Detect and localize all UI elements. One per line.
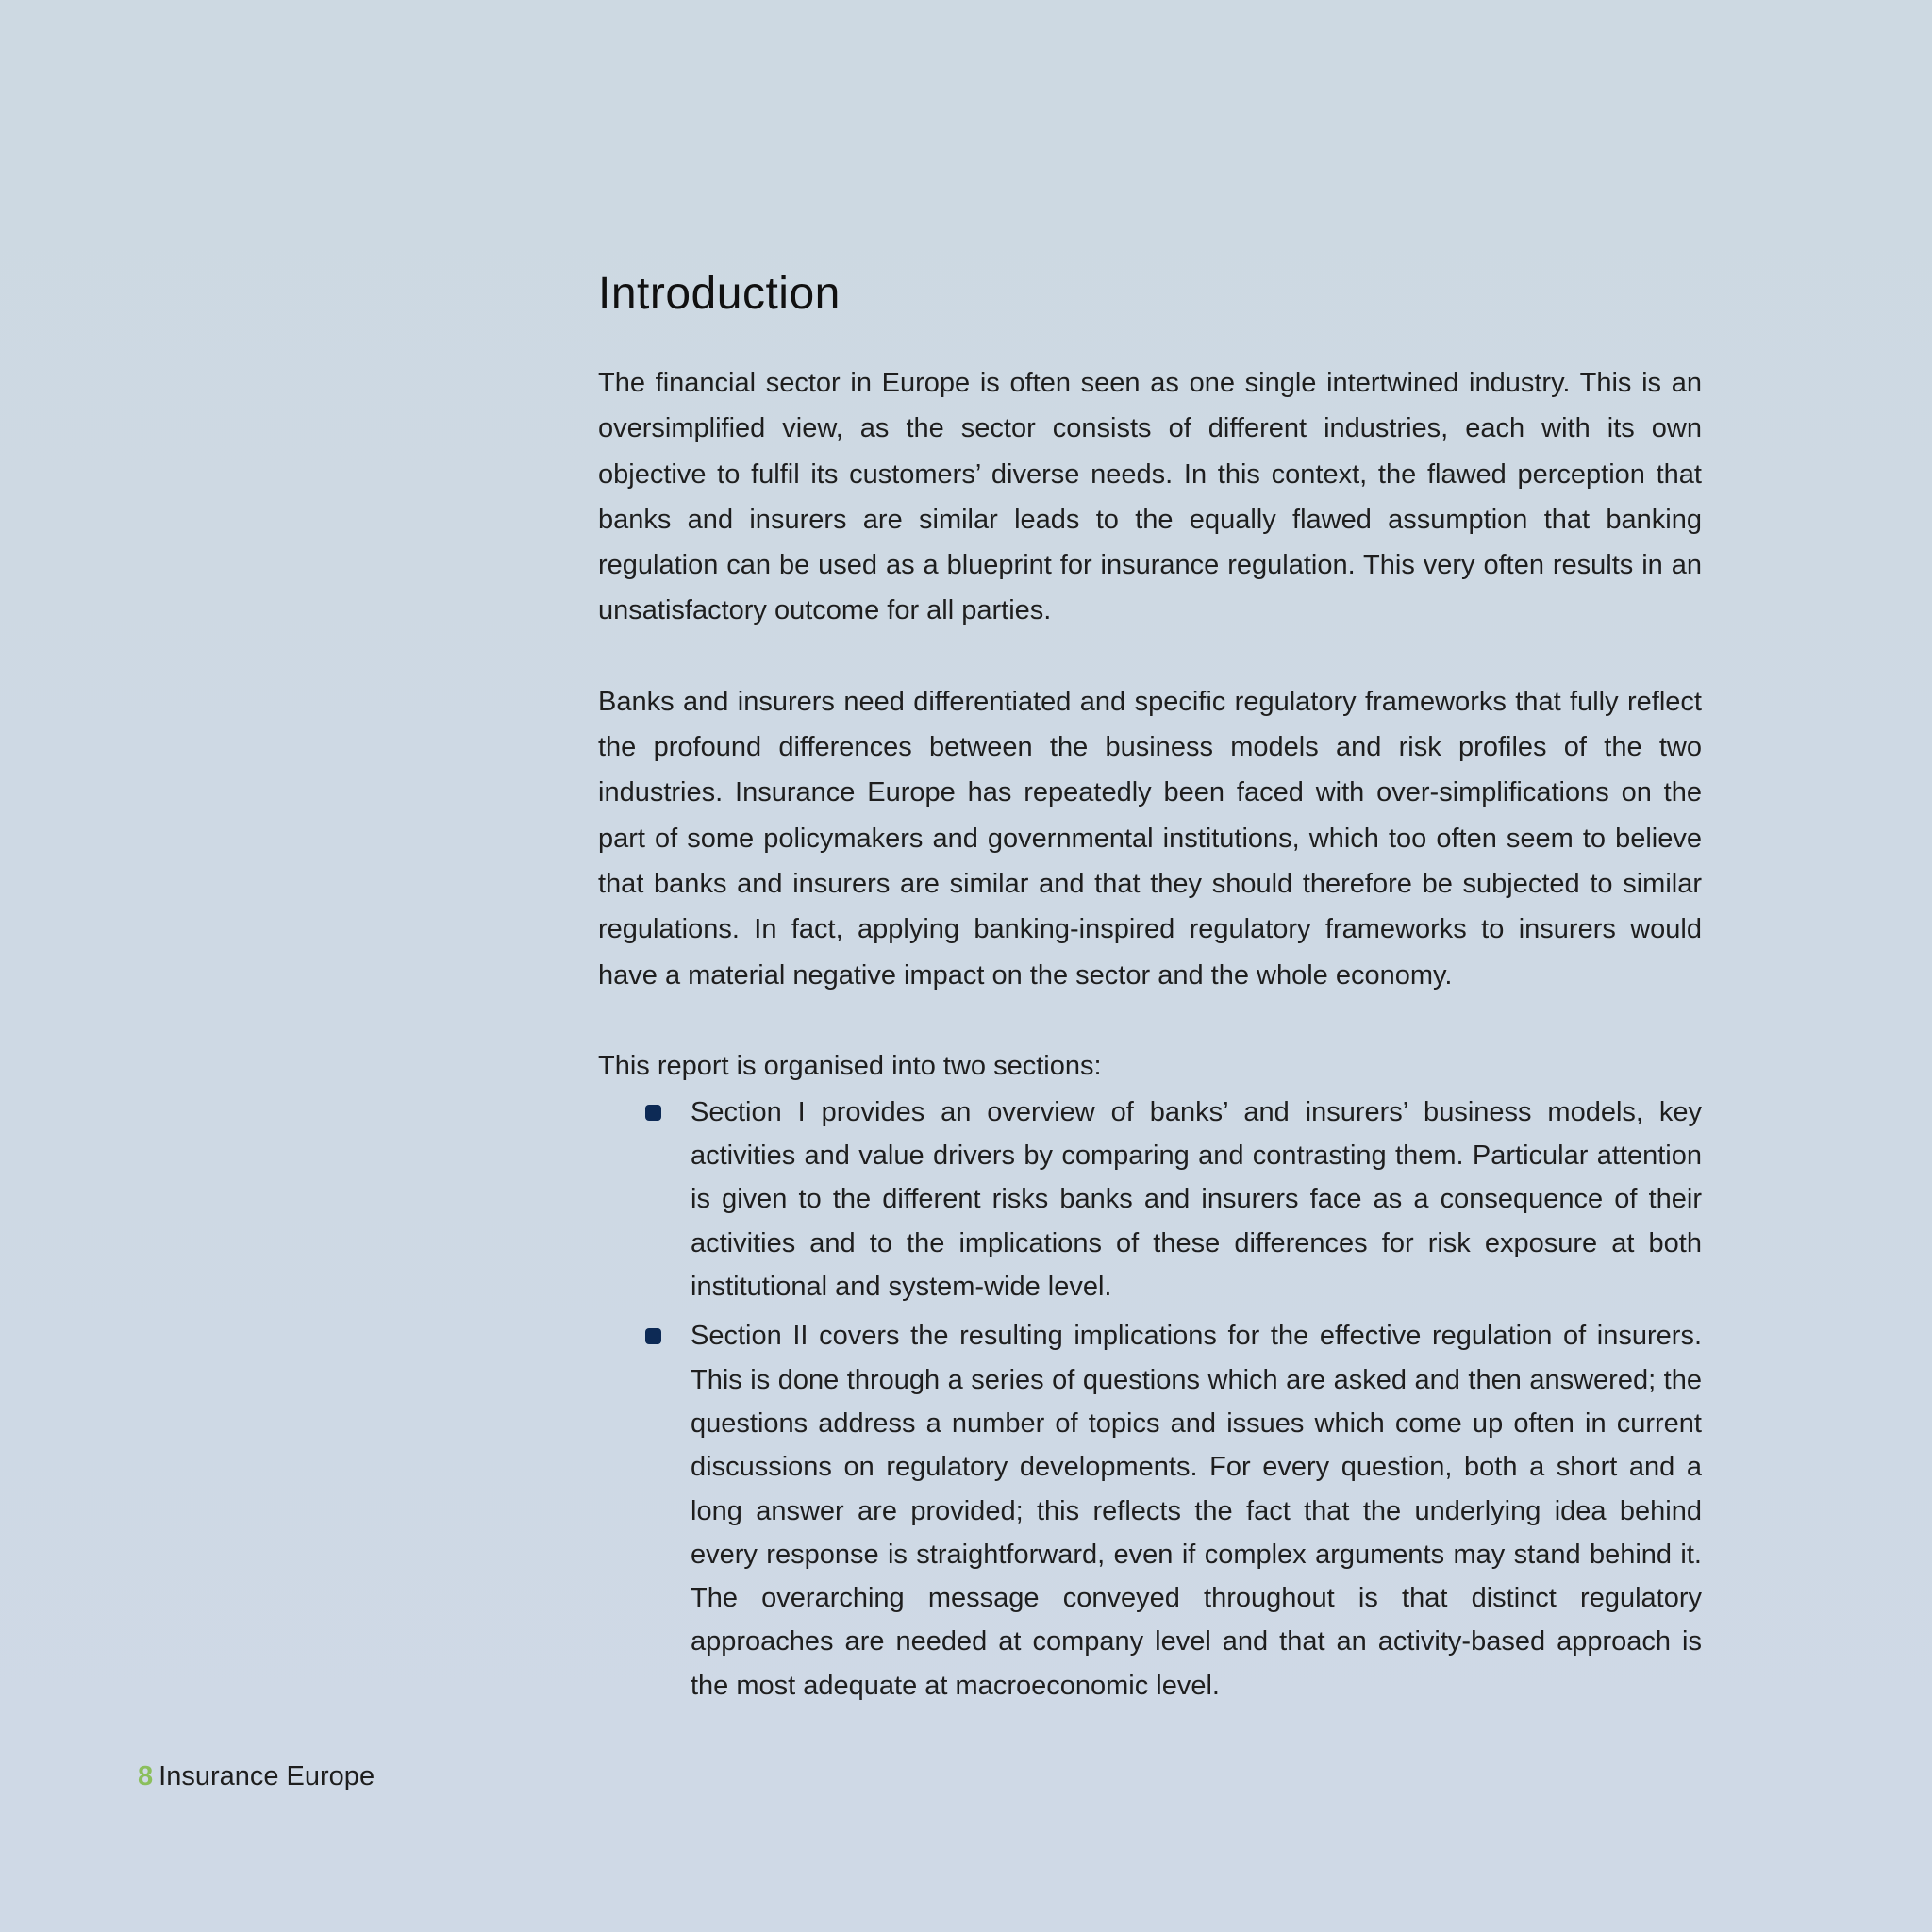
main-content xyxy=(598,266,1702,1713)
intro-paragraph-1: The financial sector in Europe is often seen as one single intertwined industry. This is an oversimplified view, as the sector consists of different industries, each with its own objective to fulfil its customers’ diverse needs. In this context, the flawed perception that banks and insurers are similar leads to the equally flawed assumption that banking regulation can be used as a blueprint for insurance regulation. This very often results in an unsatisfactory outcome for all parties. xyxy=(598,368,1702,626)
list-item-text: Section II covers the resulting implications for the effective regulation of insurers. This is done through a series of questions which are asked and then answered; the questions address a number of topics and issues which come up often in current discussions on regulatory developments. For every question, both a short and a long answer are provided; this reflects the fact that the underlying idea behind every response is straightforward, even if complex arguments may stand behind it. The overarching message conveyed throughout is that distinct regulatory approaches are needed at company level and that an activity-based approach is the most adequate at macroeconomic level. xyxy=(691,1321,1702,1701)
page-number: 8 xyxy=(138,1761,154,1791)
list-item-section-1 xyxy=(598,1091,1702,1308)
square-bullet-icon xyxy=(645,1328,661,1344)
intro-paragraph-2: Banks and insurers need differentiated and specific regulatory frameworks that fully reflect the profound differences between the business models and risk profiles of the two industries. Insurance Europe has repeatedly been faced with over-simplifications on the part of some policymakers and governmental institutions, which too often seem to believe that banks and insurers are similar and that they should therefore be subjected to similar regulations. In fact, applying banking-inspired regulatory frameworks to insurers would have a material negative impact on the sector and the whole economy. xyxy=(598,686,1702,991)
square-bullet-icon xyxy=(645,1105,661,1121)
list-item-section-2 xyxy=(598,1314,1702,1707)
page-title: Introduction xyxy=(598,269,841,319)
list-intro: This report is organised into two sections: xyxy=(598,1050,1102,1081)
list-item-text: Section I provides an overview of banks’ and insurers’ business models, key activities and value drivers by comparing and contrasting them. Particular attention is given to the different risks banks and insurers face as a consequence of their activities and to the implications of these differences for risk exposure at both institutional and system-wide level. xyxy=(691,1096,1702,1303)
page-footer xyxy=(138,1757,375,1795)
publisher-name: Insurance Europe xyxy=(158,1761,375,1791)
sections-list xyxy=(598,1091,1702,1707)
